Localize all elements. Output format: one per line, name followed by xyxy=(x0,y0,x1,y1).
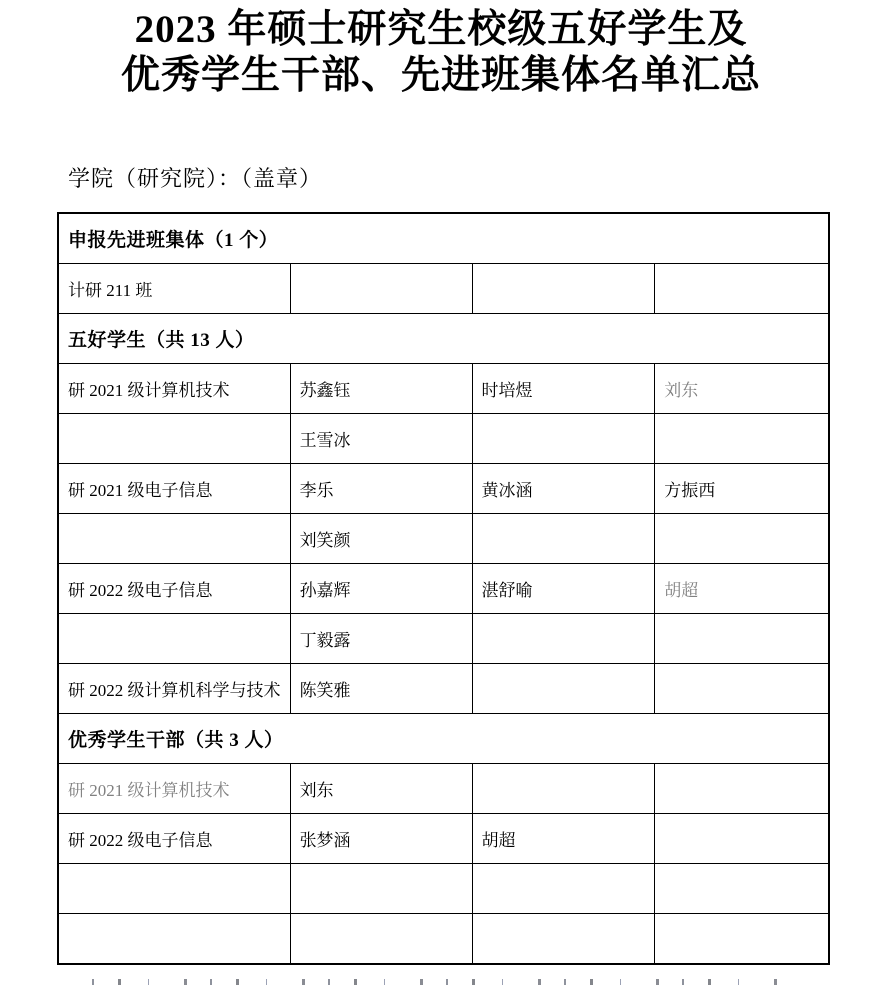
table-row xyxy=(58,614,829,664)
table-cell xyxy=(655,914,829,965)
table-cell: 陈笑雅 xyxy=(290,664,472,714)
table-cell: 研 2022 级电子信息 xyxy=(58,564,290,614)
table-cell: 胡超 xyxy=(472,814,655,864)
table-cell xyxy=(472,914,655,965)
table-cell xyxy=(655,414,829,464)
table-cell xyxy=(290,914,472,965)
table-cell: 李乐 xyxy=(290,464,472,514)
table-cell: 苏鑫钰 xyxy=(290,364,472,414)
table-row xyxy=(58,764,829,814)
table-cell xyxy=(58,864,290,914)
table-cell: 刘笑颜 xyxy=(290,514,472,564)
table-cell: 湛舒喻 xyxy=(472,564,655,614)
table-row xyxy=(58,514,829,564)
clipped-text-fragment xyxy=(92,979,792,985)
table-cell: 张梦涵 xyxy=(290,814,472,864)
table-cell: 胡超 xyxy=(655,564,829,614)
table-row xyxy=(58,664,829,714)
table-cell: 研 2021 级电子信息 xyxy=(58,464,290,514)
table-cell xyxy=(472,864,655,914)
table-cell xyxy=(655,614,829,664)
table-cell xyxy=(290,264,472,314)
table-cell xyxy=(290,864,472,914)
section-header-cell: 优秀学生干部（共 3 人） xyxy=(58,714,829,764)
table-cell xyxy=(472,264,655,314)
page-title xyxy=(0,0,882,99)
table-cell xyxy=(655,664,829,714)
table-cell xyxy=(655,514,829,564)
table-row xyxy=(58,864,829,914)
college-stamp-label: 学院（研究院）：（盖章） xyxy=(68,166,323,191)
table-cell xyxy=(472,664,655,714)
section-header-row xyxy=(58,213,829,264)
table-row xyxy=(58,914,829,965)
section-header-cell: 申报先进班集体（1 个） xyxy=(58,213,829,264)
table-row xyxy=(58,564,829,614)
table-cell: 方振西 xyxy=(655,464,829,514)
table-cell: 计研 211 班 xyxy=(58,264,290,314)
table-cell: 王雪冰 xyxy=(290,414,472,464)
table-cell xyxy=(58,414,290,464)
table-cell: 研 2022 级计算机科学与技术 xyxy=(58,664,290,714)
table-row xyxy=(58,414,829,464)
summary-table-body xyxy=(58,213,829,964)
table-cell xyxy=(655,864,829,914)
table-cell xyxy=(655,764,829,814)
table-cell xyxy=(655,814,829,864)
table-cell: 刘东 xyxy=(655,364,829,414)
table-row xyxy=(58,464,829,514)
table-cell: 刘东 xyxy=(290,764,472,814)
table-cell xyxy=(58,514,290,564)
table-cell xyxy=(58,614,290,664)
table-cell xyxy=(472,614,655,664)
table-cell: 丁毅露 xyxy=(290,614,472,664)
table-row xyxy=(58,264,829,314)
page-title-line-1: 2023 年硕士研究生校级五好学生及 xyxy=(134,8,748,51)
table-cell: 研 2021 级计算机技术 xyxy=(58,764,290,814)
section-header-row xyxy=(58,314,829,364)
section-header-cell: 五好学生（共 13 人） xyxy=(58,314,829,364)
table-cell: 研 2021 级计算机技术 xyxy=(58,364,290,414)
table-row xyxy=(58,814,829,864)
table-cell xyxy=(58,914,290,965)
table-cell xyxy=(655,264,829,314)
summary-table xyxy=(57,212,830,965)
table-cell xyxy=(472,514,655,564)
table-cell xyxy=(472,764,655,814)
table-cell: 时培煜 xyxy=(472,364,655,414)
table-cell xyxy=(472,414,655,464)
table-cell: 孙嘉辉 xyxy=(290,564,472,614)
table-cell: 研 2022 级电子信息 xyxy=(58,814,290,864)
table-cell: 黄冰涵 xyxy=(472,464,655,514)
page-title-line-2: 优秀学生干部、先进班集体名单汇总 xyxy=(120,54,761,97)
section-header-row xyxy=(58,714,829,764)
table-row xyxy=(58,364,829,414)
